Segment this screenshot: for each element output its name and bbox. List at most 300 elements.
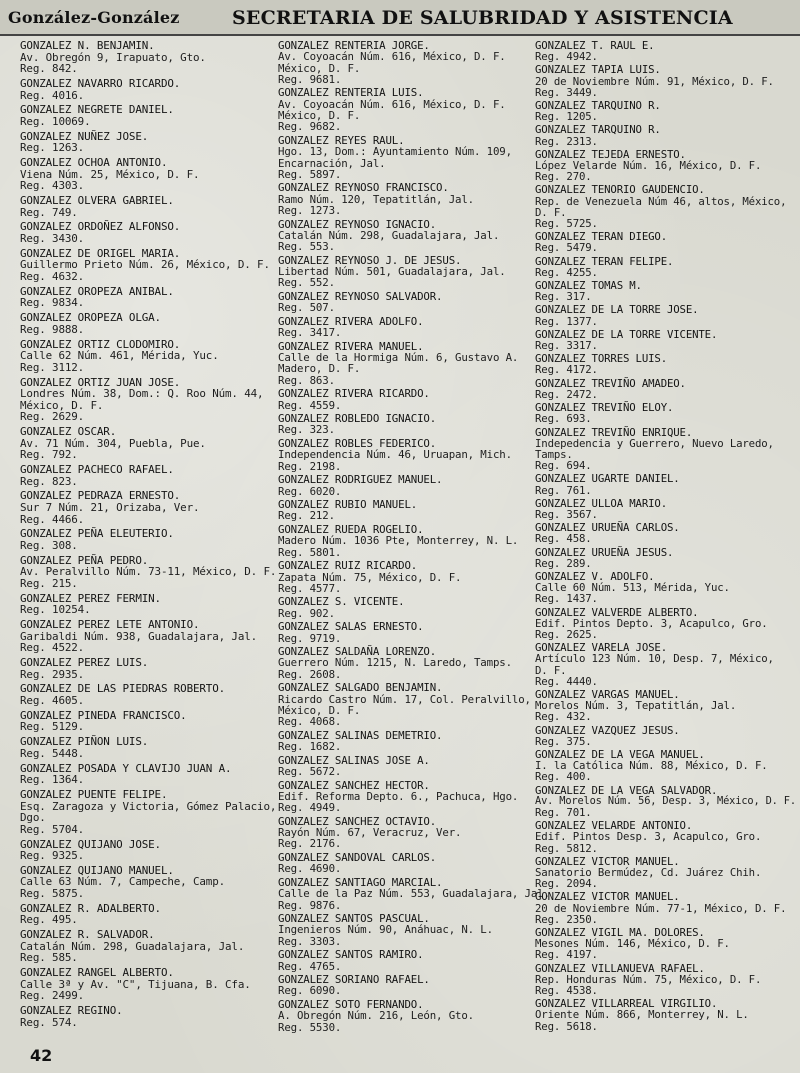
entry-address: Edif. Pintos Depto. 3, Acapulco, Gro. [535,616,768,630]
entry-name: GONZALEZ RENTERIA JORGE. [278,39,430,52]
entry-name: GONZALEZ SALINAS DEMETRIO. [278,728,443,742]
directory-entry [20,528,275,551]
directory-entry [535,891,790,925]
entry-name: GONZALEZ NAVARRO RICARDO. [20,76,181,90]
entry-registration: Reg. 400. [535,770,592,784]
directory-entry [20,839,275,862]
directory-entry [278,219,533,253]
directory-entry [278,974,533,997]
entry-registration: Reg. 4538. [535,984,598,998]
entry-name: GONZALEZ URUEÑA CARLOS. [535,521,680,535]
entry-name: GONZALEZ TOMAS M. [535,279,642,293]
entry-registration: Reg. 1364. [20,773,85,787]
entry-name: GONZALEZ RANGEL ALBERTO. [20,966,174,980]
entry-registration: Reg. 863. [278,373,335,387]
directory-entry [535,100,790,122]
entry-name: GONZALEZ ULLOA MARIO. [535,496,667,510]
entry-registration: Reg. 5530. [278,1020,342,1034]
entry-address: 20 de Noviembre Núm. 91, México, D. F. [535,74,774,88]
entry-registration: Reg. 902. [278,606,335,620]
entry-name: GONZALEZ TARQUINO R. [535,99,661,113]
directory-entry [535,353,790,375]
entry-name: GONZALEZ TERAN FELIPE. [535,254,674,268]
entry-registration: Reg. 701. [535,806,592,819]
entry-registration: Reg. 4942. [535,50,598,64]
entry-registration: Reg. 5448. [20,746,85,760]
entry-address: Esq. Zaragoza y Victoria, Gómez Palacio, [20,799,277,813]
entry-name: GONZALEZ VICTOR MANUEL. [535,890,680,904]
directory-entry [278,87,533,132]
entry-registration: Reg. 4559. [278,398,342,412]
entry-address: Catalán Núm. 298, Guadalajara, Jal. [20,939,245,953]
directory-entry [278,135,533,180]
entry-registration: Reg. 5618. [535,1019,598,1033]
entry-name: GONZALEZ OROPEZA ANIBAL. [20,284,174,298]
entry-registration: Reg. 215. [20,576,78,590]
entry-name: GONZALEZ SANTOS PASCUAL. [278,912,430,926]
entry-registration: Reg. 9876. [278,898,342,912]
directory-entry [535,571,790,605]
directory-entry [278,730,533,753]
entry-address: Calle 3ª y Av. "C", Tijuana, B. Cfa. [20,977,251,991]
entry-registration: Reg. 4632. [20,270,85,283]
entry-name: GONZALEZ VAZQUEZ JESUS. [535,723,680,737]
directory-entry [278,255,533,289]
entry-name: GONZALEZ VILLANUEVA RAFAEL. [535,961,705,975]
entry-registration: Reg. 552. [278,276,335,290]
directory-entry [20,104,275,127]
directory-entry [278,621,533,644]
entry-registration: Reg. 3430. [20,232,85,246]
entry-name: GONZALEZ PEDRAZA ERNESTO. [20,489,181,503]
directory-entry [278,474,533,497]
entry-address: Av. Peralvillo Núm. 73-11, México, D. F. [20,565,277,579]
directory-entry [278,499,533,522]
entry-address: I. la Católica Núm. 88, México, D. F. [535,759,768,773]
entry-registration: Reg. 10254. [20,603,91,617]
entry-address: Rep. Honduras Núm. 75, México, D. F. [535,972,762,986]
entry-name: GONZALEZ TEJEDA ERNESTO. [535,147,686,161]
entry-registration: Reg. 6020. [278,484,342,498]
entry-address: Edif. Pintos Desp. 3, Acapulco, Gro. [535,830,762,844]
entry-name: GONZALEZ PINEDA FRANCISCO. [20,708,187,722]
entry-address: Av. 71 Núm. 304, Puebla, Pue. [20,436,206,450]
directory-entry [20,157,275,192]
entry-name: GONZALEZ DE ORIGEL MARIA. [20,246,181,260]
directory-entry [535,427,790,472]
directory-entry [535,378,790,400]
entry-name: GONZALEZ VELARDE ANTONIO. [535,819,693,833]
entry-name: GONZALEZ PEREZ FERMIN. [20,591,161,605]
directory-entry [535,998,790,1032]
entry-registration: Reg. 2935. [20,667,85,681]
entry-registration: Reg. 4577. [278,581,342,595]
entry-registration: Reg. 1437. [535,592,598,606]
entry-name: GONZALEZ R. SALVADOR. [20,928,155,942]
entry-address: Av. Morelos Núm. 56, Desp. 3, México, D. F. [535,794,796,807]
directory-entry [20,248,275,283]
entry-address: Hgo. 13, Dom.: Ayuntamiento Núm. 109, [278,145,512,159]
entry-name: GONZALEZ OCHOA ANTONIO. [20,156,168,170]
directory-entry [278,388,533,411]
entry-registration: Reg. 4522. [20,641,85,655]
entry-address: Artículo 123 Núm. 10, Desp. 7, México, [535,652,774,666]
directory-entry [278,999,533,1033]
directory-entry [20,903,275,926]
entry-registration: Reg. 574. [20,1015,78,1029]
entry-name: GONZALEZ TREVIÑO AMADEO. [535,376,686,390]
entry-registration: Reg. 9682. [278,120,342,134]
entry-registration: Reg. 2350. [535,912,598,926]
entry-name: GONZALEZ RENTERIA LUIS. [278,86,424,100]
entry-address: México, D. F. [278,109,361,123]
entry-name: GONZALEZ SALGADO BENJAMIN. [278,681,443,695]
entry-registration: Reg. 694. [535,459,592,473]
entry-address: Av. Coyoacán Núm. 616, México, D. F. [278,50,506,64]
entry-address: Guerrero Núm. 1215, N. Laredo, Tamps. [278,656,512,670]
directory-entry [20,40,275,75]
entry-registration: Reg. 308. [20,538,78,552]
directory-entry [535,149,790,183]
entry-name: GONZALEZ RUIZ RICARDO. [278,559,418,573]
entry-registration: Reg. 792. [20,448,78,462]
entry-registration: Reg. 5801. [278,545,342,559]
entry-name: GONZALEZ DE LAS PIEDRAS ROBERTO. [20,682,226,696]
entry-name: GONZALEZ ROBLEDO IGNACIO. [278,412,437,426]
entry-name: GONZALEZ NUÑEZ JOSE. [20,129,149,143]
directory-entry [535,820,790,854]
entry-name: GONZALEZ REGINO. [20,1004,123,1018]
entry-registration: Reg. 2625. [535,627,598,641]
entry-address: Madero, D. F. [278,362,361,376]
directory-entry [535,607,790,641]
entry-name: GONZALEZ URUEÑA JESUS. [535,545,674,559]
entry-name: GONZALEZ NEGRETE DANIEL. [20,103,174,117]
entry-address: D. F. [535,663,567,677]
entry-registration: Reg. 3112. [20,360,85,374]
entry-address: Dgo. [20,811,46,825]
entry-name: GONZALEZ VILLARREAL VIRGILIO. [535,997,718,1011]
entry-name: GONZALEZ SALAS ERNESTO. [278,620,424,634]
directory-entry [535,498,790,520]
entry-registration: Reg. 1377. [535,314,598,328]
entry-name: GONZALEZ VIGIL MA. DOLORES. [535,926,705,940]
entry-registration: Reg. 4949. [278,801,342,815]
entry-registration: Reg. 2472. [535,387,598,401]
entry-registration: Reg. 4068. [278,715,342,729]
directory-entry [535,856,790,890]
directory-entry [20,593,275,616]
directory-entry [20,657,275,680]
entry-name: GONZALEZ SALINAS JOSE A. [278,753,430,767]
entry-name: GONZALEZ SALDAÑA LORENZO. [278,645,437,659]
entry-registration: Reg. 5897. [278,167,342,181]
entry-address: Calle de la Hormiga Núm. 6, Gustavo A. [278,351,519,365]
directory-entry [278,913,533,947]
directory-entry [535,40,790,62]
directory-entry [20,555,275,590]
directory-entry [20,221,275,244]
entry-registration: Reg. 585. [20,951,78,965]
entry-address: Calle de la Paz Núm. 553, Guadalajara, Jal. [278,887,550,901]
entry-registration: Reg. 3449. [535,85,598,99]
entry-address: Ricardo Castro Núm. 17, Col. Peralvillo, [278,692,531,706]
entry-address: Viena Núm. 25, México, D. F. [20,167,200,181]
entry-address: Catalán Núm. 298, Guadalajara, Jal. [278,228,500,242]
entry-address: Encarnación, Jal. [278,156,386,170]
entry-name: GONZALEZ REYNOSO IGNACIO. [278,217,437,231]
entry-registration: Reg. 270. [535,170,592,184]
entry-name: GONZALEZ PACHECO RAFAEL. [20,463,174,477]
entry-address: Av. Obregón 9, Irapuato, Gto. [20,50,206,64]
entry-address: Ingenieros Núm. 90, Anáhuac, N. L. [278,923,493,937]
entry-registration: Reg. 3303. [278,934,342,948]
entry-registration: Reg. 3567. [535,507,598,521]
entry-address: Mesones Núm. 146, México, D. F. [535,937,730,951]
page-number: 42 [30,1046,53,1065]
entry-name: GONZALEZ ORTIZ JUAN JOSE. [20,375,181,389]
directory-entry [20,789,275,835]
directory-entry [278,524,533,558]
directory-entry [278,438,533,472]
entry-registration: Reg. 2629. [20,410,85,424]
entry-name: GONZALEZ SANDOVAL CARLOS. [278,851,437,865]
entry-address: Edif. Reforma Depto. 6., Pachuca, Hgo. [278,789,519,803]
entry-name: GONZALEZ VALVERDE ALBERTO. [535,605,699,619]
entry-registration: Reg. 507. [278,301,335,315]
entry-name: GONZALEZ OLVERA GABRIEL. [20,194,174,208]
entry-address: Garibaldi Núm. 938, Guadalajara, Jal. [20,629,258,643]
directory-entry [535,689,790,723]
entry-registration: Reg. 4765. [278,959,342,973]
entry-name: GONZALEZ ORTIZ CLODOMIRO. [20,337,181,351]
directory-entry [20,736,275,759]
entry-address: López Velarde Núm. 16, México, D. F. [535,159,762,173]
directory-entry [278,780,533,814]
entry-name: GONZALEZ SANTOS RAMIRO. [278,948,424,962]
entry-registration: Reg. 1273. [278,204,342,218]
entry-address: Londres Núm. 38, Dom.: Q. Roo Núm. 44, [20,387,264,401]
entry-name: GONZALEZ ROBLES FEDERICO. [278,437,437,451]
entry-registration: Reg. 842. [20,62,78,76]
directory-entry [535,547,790,569]
entry-name: GONZALEZ RIVERA RICARDO. [278,387,430,401]
entry-name: GONZALEZ PEREZ LETE ANTONIO. [20,618,200,632]
entry-registration: Reg. 9888. [20,322,85,336]
entry-registration: Reg. 2176. [278,837,342,851]
entry-registration: Reg. 9325. [20,849,85,863]
entry-registration: Reg. 2094. [535,877,598,891]
entry-registration: Reg. 2198. [278,459,342,473]
entry-registration: Reg. 4605. [20,694,85,708]
entry-registration: Reg. 4690. [278,862,342,876]
entry-address: Sur 7 Núm. 21, Orizaba, Ver. [20,501,200,514]
directory-entry [20,763,275,786]
directory-entry [20,865,275,900]
entry-address: Calle 60 Núm. 513, Mérida, Yuc. [535,581,730,595]
directory-entry [20,339,275,374]
entry-registration: Reg. 323. [278,423,335,437]
directory-entry [535,522,790,544]
directory-entry [535,124,790,146]
entry-address: Independencia Núm. 46, Uruapan, Mich. [278,448,512,462]
directory-entry [20,286,275,309]
entry-name: GONZALEZ TARQUINO R. [535,123,661,137]
entry-name: GONZALEZ SANCHEZ HECTOR. [278,778,430,792]
directory-entry [20,490,275,525]
column-2 [278,39,550,1035]
directory-entry [20,78,275,101]
directory-entry [278,596,533,619]
entry-address: Zapata Núm. 75, México, D. F. [278,570,462,584]
column-3 [535,39,796,1034]
entry-name: GONZALEZ OROPEZA OLGA. [20,311,161,325]
entry-address: Ramo Núm. 120, Tepatitlán, Jal. [278,192,474,206]
directory-entry [20,710,275,733]
entry-name: GONZALEZ SANTIAGO MARCIAL. [278,875,443,889]
entry-name: GONZALEZ REYNOSO J. DE JESUS. [278,253,462,267]
entry-registration: Reg. 2608. [278,667,342,681]
entry-address: Indepedencia y Guerrero, Nuevo Laredo, [535,436,774,450]
entry-name: GONZALEZ RUEDA ROGELIO. [278,523,424,537]
entry-name: GONZALEZ SOTO FERNANDO. [278,998,424,1012]
entry-name: GONZALEZ S. VICENTE. [278,595,405,609]
directory-entry [20,619,275,654]
directory-entry [278,40,533,85]
entry-registration: Reg. 761. [535,483,592,497]
directory-entry [535,329,790,351]
entry-name: GONZALEZ REYNOSO FRANCISCO. [278,181,449,195]
entry-registration: Reg. 289. [535,556,592,570]
directory-entry [278,852,533,875]
entry-registration: Reg. 749. [20,205,78,219]
entry-registration: Reg. 6090. [278,984,342,998]
entry-address: México, D. F. [278,703,361,717]
entry-registration: Reg. 4466. [20,512,85,526]
entry-registration: Reg. 212. [278,509,335,523]
entry-registration: Reg. 5479. [535,241,598,255]
directory-entry [535,642,790,687]
entry-name: GONZALEZ T. RAUL E. [535,39,655,52]
entry-address: México, D. F. [20,398,104,412]
entry-address: A. Obregón Núm. 216, León, Gto. [278,1009,474,1023]
directory-entry [20,312,275,335]
directory-entry [278,413,533,436]
directory-entry [535,402,790,424]
entry-registration: Reg. 317. [535,290,592,304]
directory-entry [278,682,533,727]
directory-entry [278,875,550,912]
directory-entry [278,341,533,386]
entry-name: GONZALEZ DE LA TORRE VICENTE. [535,327,718,341]
directory-entry [20,929,275,964]
directory-entry [278,316,533,339]
directory-entry [278,949,533,972]
directory-entry [535,256,790,278]
entry-address: Calle 63 Núm. 7, Campeche, Camp. [20,875,226,889]
page-header [0,0,800,36]
entry-address: Rayón Núm. 67, Veracruz, Ver. [278,826,462,840]
entry-registration: Reg. 1263. [20,141,85,155]
entry-name: GONZALEZ VARGAS MANUEL. [535,687,680,701]
entry-name: GONZALEZ TORRES LUIS. [535,352,667,366]
directory-entry [278,182,533,216]
entry-name: GONZALEZ VARELA JOSE. [535,641,667,655]
entry-registration: Reg. 5672. [278,765,342,779]
entry-registration: Reg. 4440. [535,674,598,688]
entry-address: D. F. [535,205,567,219]
entry-name: GONZALEZ TREVIÑO ELOY. [535,401,674,415]
directory-entry [535,783,796,819]
directory-entry [278,755,533,778]
entry-name: GONZALEZ TERAN DIEGO. [535,230,667,244]
entry-name: GONZALEZ TAPIA LUIS. [535,63,661,77]
entry-registration: Reg. 4303. [20,179,85,193]
entry-address: Tamps. [535,447,573,461]
entry-name: GONZALEZ PEREZ LUIS. [20,656,149,670]
entry-registration: Reg. 1682. [278,740,342,754]
entry-name: GONZALEZ OSCAR. [20,425,117,439]
entry-name: GONZALEZ TREVIÑO ENRIQUE. [535,425,693,439]
directory-entry [20,377,275,423]
entry-registration: Reg. 4197. [535,948,598,962]
entry-name: GONZALEZ N. BENJAMIN. [20,39,155,52]
directory-entry [535,231,790,253]
entry-registration: Reg. 5725. [535,217,598,231]
entry-address: 20 de Noviembre Núm. 77-1, México, D. F. [535,901,787,915]
column-1 [20,40,275,1032]
entry-name: GONZALEZ QUIJANO MANUEL. [20,863,174,877]
running-head-names: González-González [8,8,180,27]
entry-registration: Reg. 4172. [535,363,598,377]
running-head-title: SECRETARIA DE SALUBRIDAD Y ASISTENCIA [232,7,733,29]
directory-entry [535,749,790,783]
entry-address: Guillermo Prieto Núm. 26, México, D. F. [20,258,270,272]
entry-address: México, D. F. [278,61,361,75]
directory-entry [535,927,790,961]
entry-name: GONZALEZ POSADA Y CLAVIJO JUAN A. [20,761,232,775]
entry-name: GONZALEZ ORDOÑEZ ALFONSO. [20,220,181,234]
entry-name: GONZALEZ PUENTE FELIPE. [20,787,168,801]
entry-name: GONZALEZ RODRIGUEZ MANUEL. [278,473,443,487]
entry-name: GONZALEZ PIÑON LUIS. [20,735,149,749]
entry-registration: Reg. 2313. [535,134,598,148]
entry-address: Madero Núm. 1036 Pte, Monterrey, N. L. [278,534,519,548]
entry-registration: Reg. 5875. [20,887,85,901]
entry-name: GONZALEZ VICTOR MANUEL. [535,854,680,868]
entry-registration: Reg. 375. [535,734,592,748]
entry-registration: Reg. 5812. [535,841,598,855]
entry-address: Libertad Núm. 501, Guadalajara, Jal. [278,265,506,279]
directory-entry [535,473,790,495]
entry-registration: Reg. 4255. [535,265,598,279]
entry-registration: Reg. 458. [535,532,592,546]
directory-entry [20,683,275,706]
entry-registration: Reg. 4016. [20,88,85,102]
entry-name: GONZALEZ DE LA VEGA SALVADOR. [535,783,718,797]
entry-address: Sanatorio Bermúdez, Cd. Juárez Chih. [535,866,762,880]
directory-entry [20,195,275,218]
entry-name: GONZALEZ TENORIO GAUDENCIO. [535,183,705,197]
directory-entry [278,646,533,680]
entry-registration: Reg. 10069. [20,114,91,128]
directory-entry [278,291,533,314]
entry-name: GONZALEZ V. ADOLFO. [535,569,655,583]
directory-entry [20,426,275,461]
entry-registration: Reg. 495. [20,913,78,927]
entry-registration: Reg. 2499. [20,989,85,1003]
entry-name: GONZALEZ SANCHEZ OCTAVIO. [278,814,437,828]
